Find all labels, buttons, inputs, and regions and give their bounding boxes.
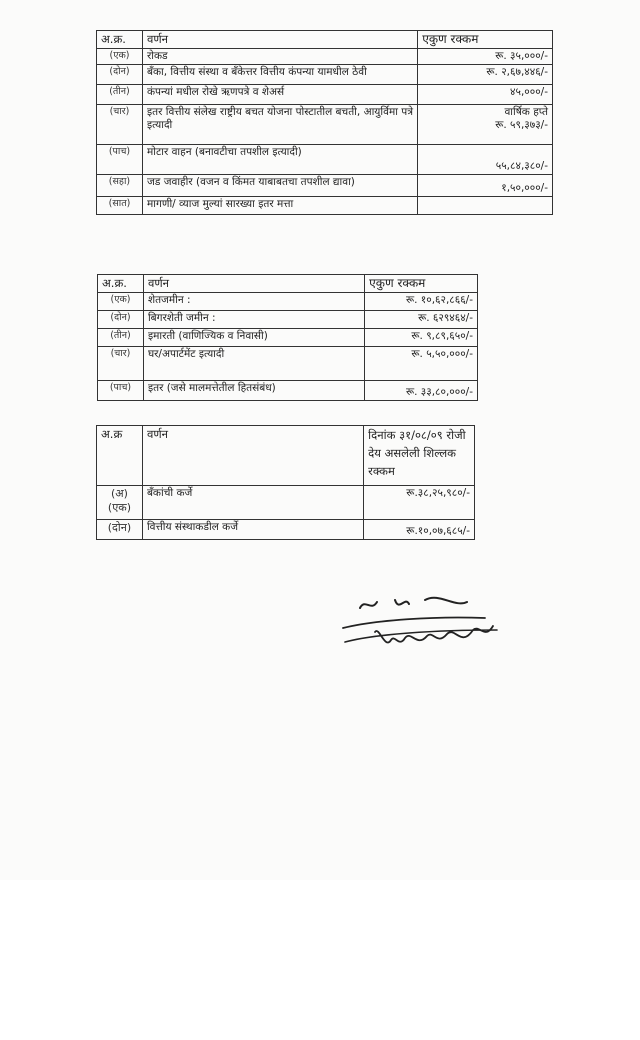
- table-row: (सात) मागणी/ व्याज मुल्यां सारख्या इतर मत्ता: [97, 197, 553, 215]
- header-amount: एकुण रक्कम: [365, 275, 478, 293]
- assets-table-movable: [96, 30, 553, 215]
- table-row: (चार) इतर वित्तीय संलेख राष्ट्रीय बचत योजना पोस्टातील बचती, आयुर्विमा पत्रे इत्यादी वार्षिक हप्ते रू. ५९,३७३/-: [97, 105, 553, 145]
- table-header-row: [97, 426, 475, 486]
- header-description: वर्णन: [143, 275, 364, 293]
- signature-icon: [335, 590, 505, 660]
- header-description: वर्णन: [142, 31, 417, 49]
- handwritten-signature: [335, 590, 505, 660]
- table-row: (तीन) इमारती (वाणिज्यिक व निवासी) रू. ९,८९,६५०/-: [98, 329, 478, 347]
- table-row: (दोन) वित्तीय संस्थाकडील कर्जे रू.१०,०७,६८५/-: [97, 520, 475, 540]
- table-row: (पाच) इतर (जसे मालमत्तेतील हितसंबंध) रू. ३३,८०,०००/-: [98, 381, 478, 401]
- header-amount: एकुण रक्कम: [418, 31, 553, 49]
- table-row: (दोन) बिगरशेती जमीन : रू. ६२९४६४/-: [98, 311, 478, 329]
- table-row: (तीन) कंपन्यां मधील रोखे ऋणपत्रे व शेअर्स ४५,०००/-: [97, 85, 553, 105]
- table-row: (पाच) मोटार वाहन (बनावटीचा तपशील इत्यादी) ५५,८४,३८०/-: [97, 145, 553, 175]
- header-sr: अ.क्र: [97, 426, 143, 486]
- header-amount: दिनांक ३१/०८/०९ रोजी देय असलेली शिल्लक रक्कम: [364, 426, 475, 486]
- table-header-row: [98, 275, 478, 293]
- installment-note: वार्षिक हप्ते: [504, 106, 548, 119]
- table-header-row: [97, 31, 553, 49]
- header-sr: अ.क्र.: [97, 31, 143, 49]
- table-row: (अ) (एक) बँकांची कर्जे रू.३८,२५,९८०/-: [97, 486, 475, 520]
- liabilities-table: [96, 425, 475, 540]
- table-row: (चार) घर/अपार्टमेंट इत्यादी रू. ५,५०,०००/-: [98, 347, 478, 381]
- header-sr: अ.क्र.: [98, 275, 144, 293]
- table-row: (दोन) बँका, वित्तीय संस्था व बँकेत्तर वित्तीय कंपन्या यामधील ठेवी रू. २,६७,४४६/-: [97, 65, 553, 85]
- header-description: वर्णन: [142, 426, 363, 486]
- table-row: (सहा) जड जवाहीर (वजन व किंमत याबाबतचा तपशील द्यावा) १,५०,०००/-: [97, 175, 553, 197]
- table-row: (एक) रोकड रू. ३५,०००/-: [97, 49, 553, 65]
- table-row: (एक) शेतजमीन : रू. १०,६२,८६६/-: [98, 293, 478, 311]
- assets-table-immovable: [97, 274, 478, 401]
